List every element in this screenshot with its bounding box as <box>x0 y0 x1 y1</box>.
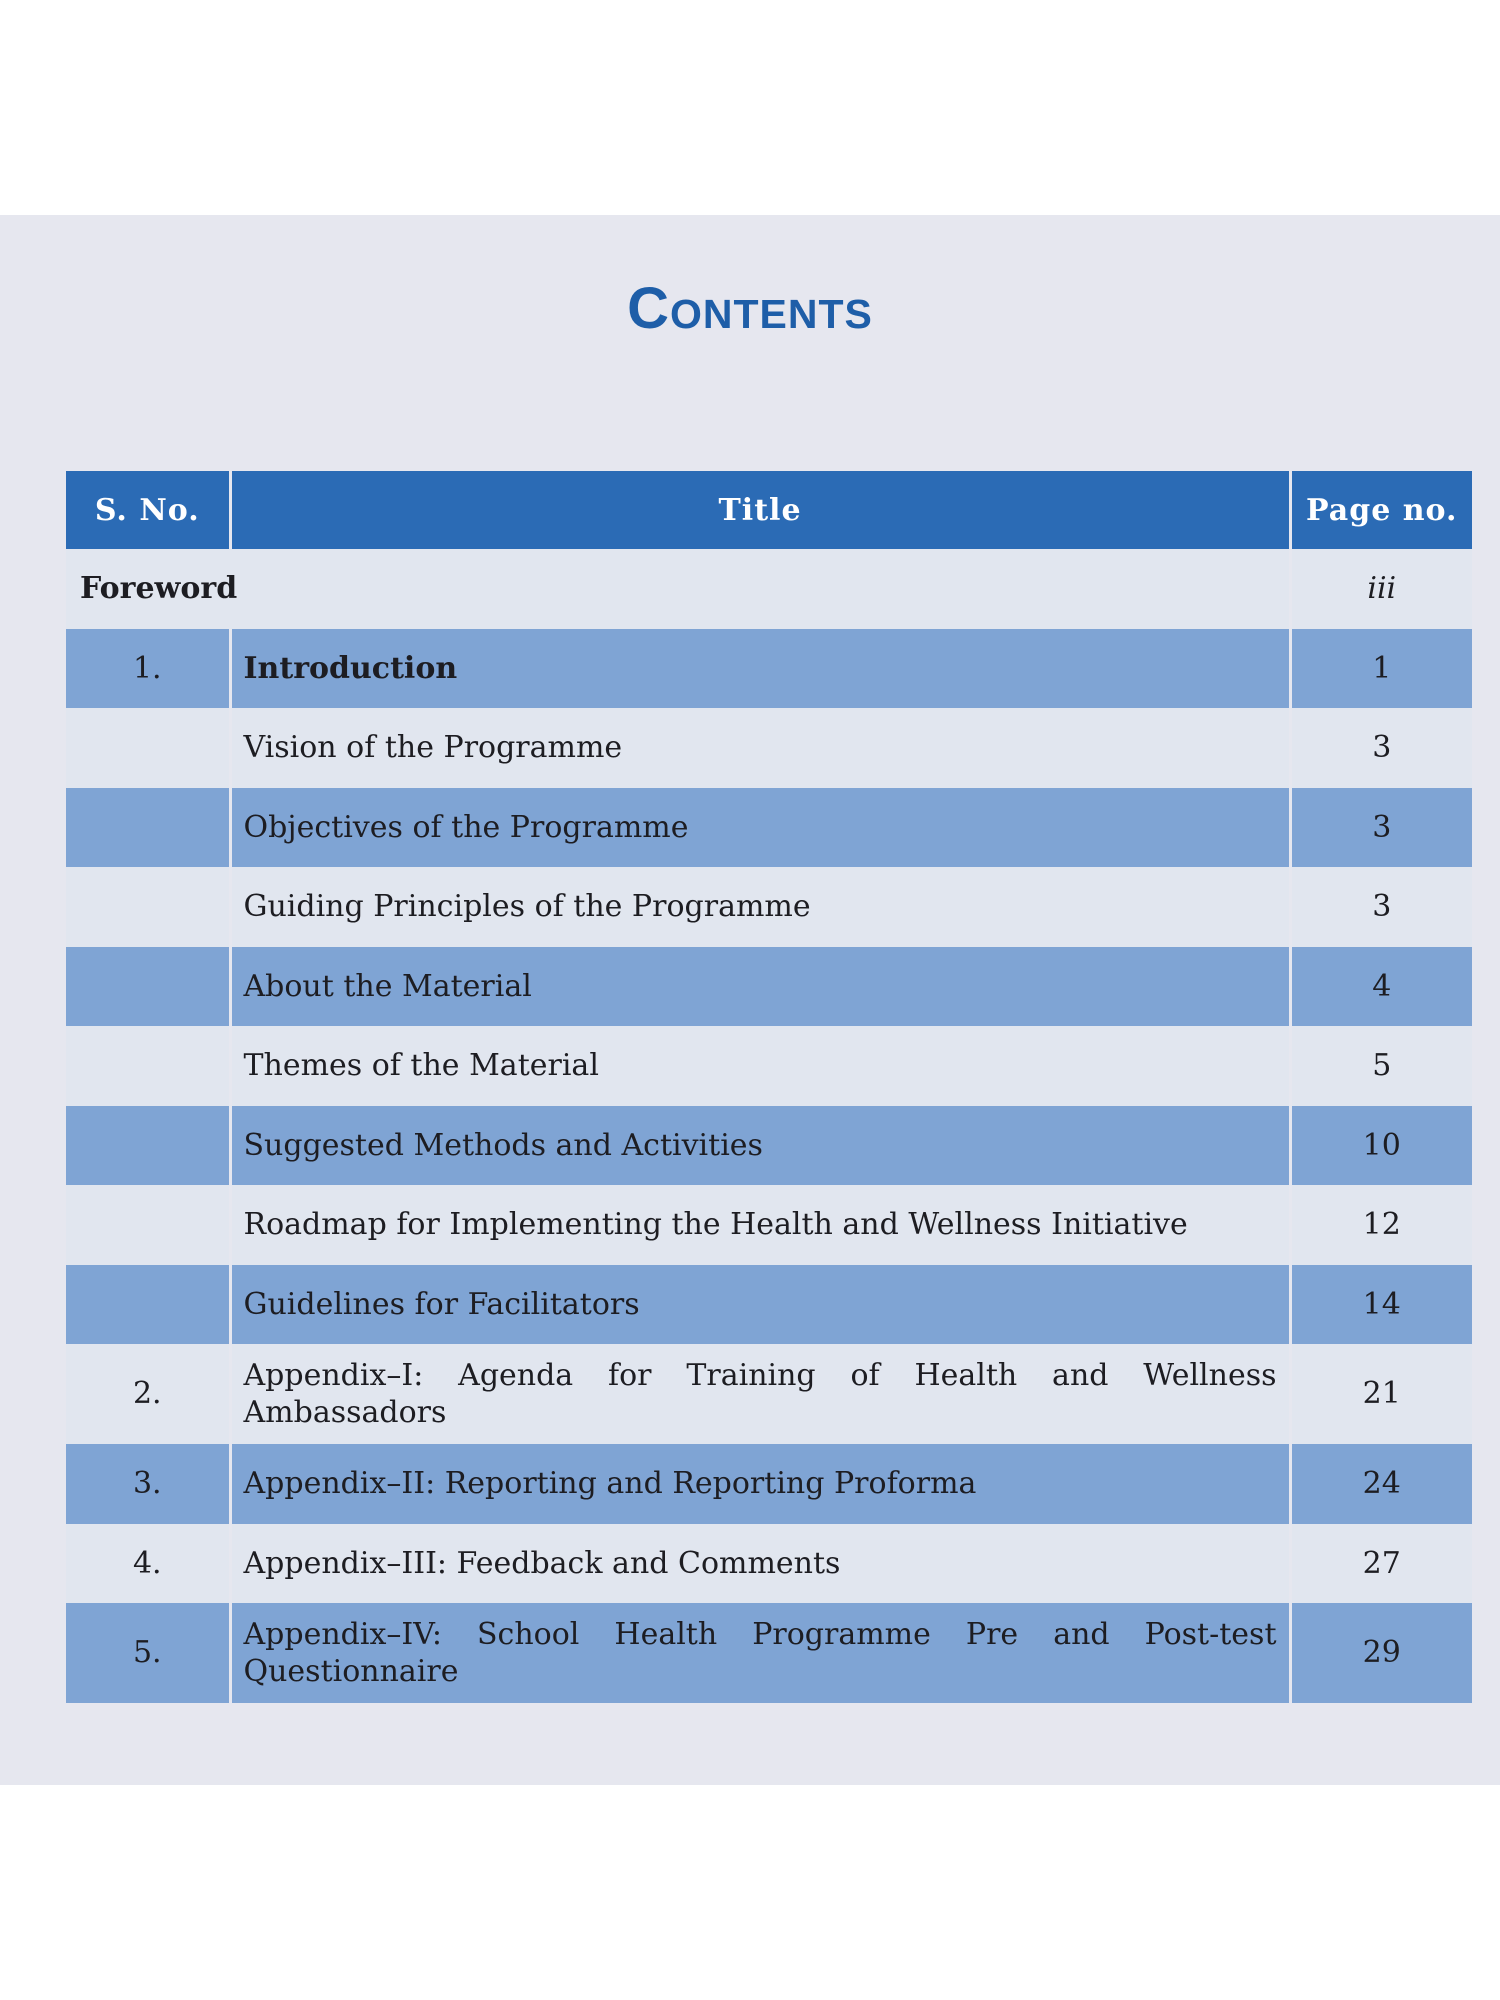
row-sno <box>66 788 230 868</box>
row-sno <box>66 947 230 1027</box>
row-sno <box>66 1185 230 1265</box>
row-page: 4 <box>1290 947 1472 1027</box>
row-title: Appendix–II: Reporting and Reporting Proforma <box>230 1444 1290 1524</box>
row-title: Roadmap for Implementing the Health and Wellness Initiative <box>230 1185 1290 1265</box>
row-page: 3 <box>1290 867 1472 947</box>
table-row <box>66 708 1472 788</box>
row-title: Objectives of the Programme <box>230 788 1290 868</box>
table-row <box>66 1603 1472 1703</box>
row-page: 1 <box>1290 629 1472 709</box>
column-header-page: Page no. <box>1290 471 1472 549</box>
row-sno <box>66 867 230 947</box>
row-title: Guidelines for Facilitators <box>230 1265 1290 1345</box>
row-title: Suggested Methods and Activities <box>230 1106 1290 1186</box>
table-row <box>66 1265 1472 1345</box>
row-page: 24 <box>1290 1444 1472 1524</box>
table-row <box>66 1344 1472 1444</box>
table-row <box>66 1106 1472 1186</box>
table-row <box>66 867 1472 947</box>
contents-table <box>66 471 1472 1703</box>
row-page: 21 <box>1290 1344 1472 1444</box>
row-sno <box>66 708 230 788</box>
table-row <box>66 629 1472 709</box>
row-page: 12 <box>1290 1185 1472 1265</box>
row-sno <box>66 1106 230 1186</box>
row-sno: 5. <box>66 1603 230 1703</box>
table-row <box>66 1026 1472 1106</box>
row-title: Appendix–IV: School Health Programme Pre and Post-test Questionnaire <box>230 1603 1290 1703</box>
row-sno <box>66 1026 230 1106</box>
row-sno: 3. <box>66 1444 230 1524</box>
row-page: 10 <box>1290 1106 1472 1186</box>
row-title: Introduction <box>230 629 1290 709</box>
table-row <box>66 788 1472 868</box>
table-header-row <box>66 471 1472 549</box>
table-row <box>66 1524 1472 1604</box>
row-sno: 1. <box>66 629 230 709</box>
row-page: 27 <box>1290 1524 1472 1604</box>
table-row <box>66 947 1472 1027</box>
row-title: Vision of the Programme <box>230 708 1290 788</box>
row-title: Guiding Principles of the Programme <box>230 867 1290 947</box>
column-header-sno: S. No. <box>66 471 230 549</box>
page-title: Contents <box>627 276 873 341</box>
foreword-row <box>66 549 1472 629</box>
row-title: Themes of the Material <box>230 1026 1290 1106</box>
row-title: About the Material <box>230 947 1290 1027</box>
row-page: 14 <box>1290 1265 1472 1345</box>
row-sno: 4. <box>66 1524 230 1604</box>
foreword-page: iii <box>1290 549 1472 629</box>
row-page: 3 <box>1290 788 1472 868</box>
row-sno <box>66 1265 230 1345</box>
row-sno: 2. <box>66 1344 230 1444</box>
row-page: 3 <box>1290 708 1472 788</box>
table-row <box>66 1444 1472 1524</box>
row-title: Appendix–I: Agenda for Training of Health and Wellness Ambassadors <box>230 1344 1290 1444</box>
foreword-title: Foreword <box>66 549 1290 629</box>
contents-page <box>0 215 1500 1785</box>
table-row <box>66 1185 1472 1265</box>
row-page: 29 <box>1290 1603 1472 1703</box>
column-header-title: Title <box>230 471 1290 549</box>
row-page: 5 <box>1290 1026 1472 1106</box>
row-title: Appendix–III: Feedback and Comments <box>230 1524 1290 1604</box>
